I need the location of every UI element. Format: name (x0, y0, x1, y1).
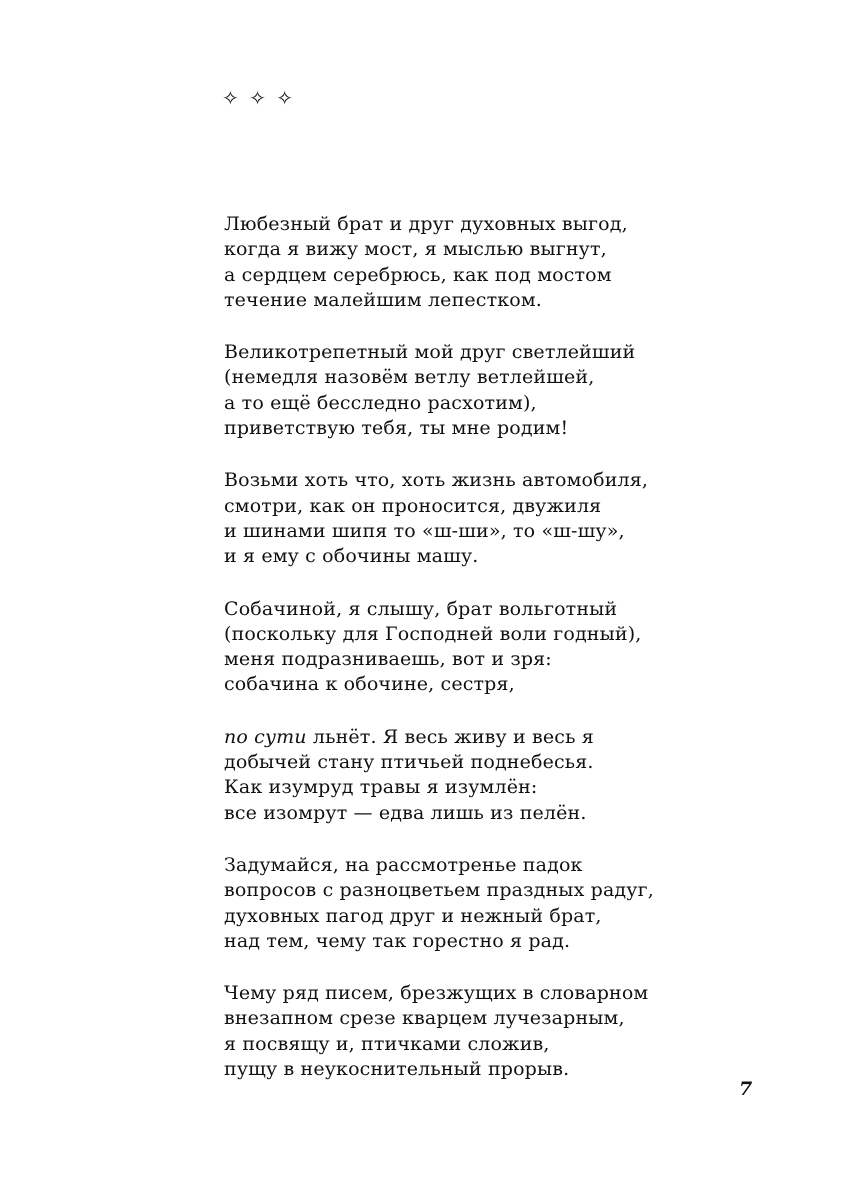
poem-line: а то ещё бесследно расхотим), (224, 391, 537, 414)
stanza-1 (224, 212, 784, 313)
stanza-6 (224, 853, 784, 954)
poem-body (224, 212, 784, 1109)
poem-line: я посвящу и, птичками сложив, (224, 1032, 550, 1055)
stanza-7 (224, 981, 784, 1082)
poem-line: и я ему с обочины машу. (224, 545, 479, 568)
poem-line: Задумайся, на рассмотренье падок (224, 853, 583, 876)
poem-line: добычей стану птичьей поднебесья. (224, 751, 594, 774)
stanza-4 (224, 597, 784, 698)
poem-line: и шинами шипя то «ш-ши», то «ш-шу», (224, 519, 625, 542)
poem-line: (поскольку для Господней воли годный), (224, 622, 642, 645)
poem-line: приветствую тебя, ты мне родим! (224, 417, 569, 440)
poem-line: смотри, как он проносится, двужиля (224, 494, 602, 517)
stanza-3 (224, 468, 784, 569)
poem-line (224, 725, 784, 750)
poem-line: над тем, чему так горестно я рад. (224, 929, 571, 952)
poem-line: духовных пагод друг и нежный брат, (224, 904, 602, 927)
poem-line: когда я вижу мост, я мыслью выгнут, (224, 238, 607, 261)
star-ornament-icon: ✧ ✧ ✧ (222, 86, 295, 110)
poem-line: Чему ряд писем, брезжущих в словарном (224, 982, 649, 1005)
poem-line: Как изумруд травы я изумлён: (224, 776, 538, 799)
stanza-5 (224, 725, 784, 826)
italic-phrase: по сути (224, 725, 307, 748)
poem-line: Возьми хоть что, хоть жизнь автомобиля, (224, 469, 649, 492)
poem-line: собачина к обочине, сестря, (224, 673, 515, 696)
poem-line: Собачиной, я слышу, брат вольготный (224, 597, 618, 620)
poem-line: (немедля назовём ветлу ветлейшей, (224, 366, 595, 389)
poem-line: внезапном срезе кварцем лучезарным, (224, 1007, 625, 1030)
line-rest: льнёт. Я весь живу и весь я (306, 725, 594, 748)
poem-line: вопросов с разноцветьем праздных радуг, (224, 879, 654, 902)
poem-line: течение малейшим лепестком. (224, 288, 542, 311)
poem-line: меня подразниваешь, вот и зря: (224, 648, 552, 671)
poem-line: а сердцем серебрюсь, как под мостом (224, 263, 612, 286)
poem-line: Великотрепетный мой друг светлейший (224, 341, 636, 364)
page-number: 7 (739, 1078, 753, 1100)
poem-line: Любезный брат и друг духовных выгод, (224, 213, 628, 235)
stanza-2 (224, 340, 784, 441)
poem-line: все изомрут — едва лишь из пелён. (224, 801, 587, 824)
poem-line: пущу в неукоснительный прорыв. (224, 1058, 570, 1081)
